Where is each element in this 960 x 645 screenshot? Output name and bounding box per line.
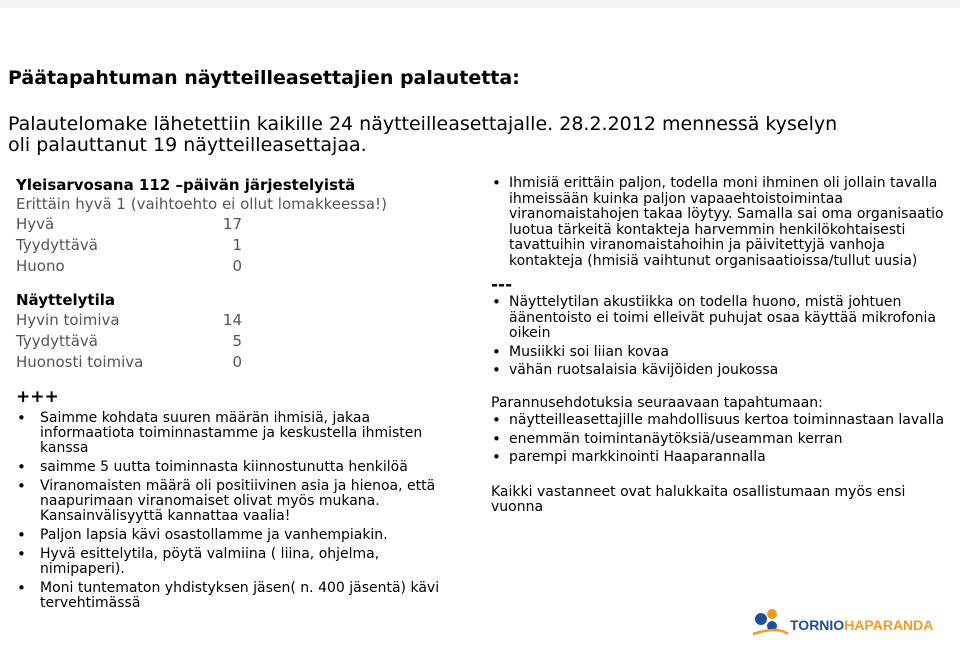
stat-label: Huonosti toimiva (16, 353, 144, 371)
suggestions-heading: Parannusehdotuksia seuraavaan tapahtumaan: (491, 394, 823, 411)
overall-stats (16, 214, 456, 277)
stat-label: Hyvä (16, 215, 55, 233)
list-item: • enemmän toimintanäytöksiä/useamman kerran (491, 432, 951, 448)
right-column (491, 176, 951, 516)
logo-text-haparanda: HAPARANDA (844, 617, 934, 633)
top-strip (0, 0, 960, 8)
closing-text: Kaikki vastanneet ovat halukkaita osallistumaan myös ensi vuonna (491, 483, 906, 515)
stat-value: 14 (222, 311, 242, 329)
list-item: • Hyvä esittelytila, pöytä valmiina ( liina, ohjelma, nimipaperi). (16, 547, 456, 577)
list-item: • parempi markkinointi Haaparannalla (491, 450, 951, 466)
stat-value: 1 (232, 236, 242, 254)
stat-row (16, 256, 456, 277)
list-item: • Moni tuntematon yhdistyksen jäsen( n. 400 jäsentä) kävi tervehtimässä (16, 581, 456, 611)
stat-row (16, 235, 456, 256)
list-item: • Paljon lapsia kävi osastollamme ja vanhempiakin. (16, 528, 456, 543)
venue-stats (16, 310, 456, 373)
stat-row (16, 214, 456, 235)
list-item: • Musiikki soi liian kovaa (491, 345, 951, 361)
list-item: • Viranomaisten määrä oli positiivinen asia ja hienoa, että naapurimaan viranomaiset olivat myös mukana. Kansainvälisyyttä kannattaa vaalia! (16, 479, 456, 524)
logo-text-tornio: TORNIO (790, 617, 845, 633)
stat-value: 17 (222, 215, 242, 233)
logo-circle-icon (755, 613, 767, 625)
right-first-list (491, 176, 951, 269)
overall-note: Erittäin hyvä 1 (vaihtoehto ei ollut lomakkeessa!) (16, 195, 387, 213)
logo-circle-icon (767, 609, 777, 619)
stat-row (16, 310, 456, 331)
stat-value: 0 (232, 257, 242, 275)
stat-label: Hyvin toimiva (16, 311, 120, 329)
venue-heading: Näyttelytila (16, 291, 116, 309)
stat-value: 0 (232, 353, 242, 371)
left-column (16, 176, 456, 615)
page-title: Päätapahtuman näytteilleasettajien palautetta: (8, 67, 520, 89)
positive-heading: +++ (16, 387, 59, 407)
list-item: • Saimme kohdata suuren määrän ihmisiä, jakaa informaatiota toiminnastamme ja keskustella ihmisten kanssa (16, 411, 456, 456)
intro-text: Palautelomake lähetettiin kaikille 24 näytteilleasettajalle. 28.2.2012 mennessä kyselyn oli palauttanut 19 näytteilleasettajaa. (8, 113, 838, 156)
stat-row (16, 331, 456, 352)
list-item: • Näyttelytilan akustiikka on todella huono, mistä johtuen äänentoisto ei toimi elleivät puhujat osaa käyttää mikrofonia oikein (491, 295, 951, 342)
stat-label: Huono (16, 257, 65, 275)
list-item: • näytteilleasettajille mahdollisuus kertoa toiminnastaan lavalla (491, 413, 951, 429)
svg-text:TORNIOHAPARANDA (790, 617, 933, 633)
logo-swoosh-icon (753, 630, 788, 634)
stat-value: 5 (232, 332, 242, 350)
stat-label: Tyydyttävä (16, 332, 99, 350)
list-item: • Ihmisiä erittäin paljon, todella moni ihminen oli jollain tavalla ihmeissään kuinka paljon vapaaehtoistoimintaa viranomaistahojen takaa löytyy. Samalla sai oma organisaatio luotua tärkeitä kontakteja harvemmin henkilökohtaisesti tavattuihin viranomaistahoihin ja päivitettyjä vanhoja kontakteja (hmisiä vaihtunut organisaatioissa/tullut uusia) (491, 176, 951, 269)
stat-row (16, 352, 456, 373)
stat-label: Tyydyttävä (16, 236, 99, 254)
overall-heading: Yleisarvosana 112 –päivän järjestelyistä (16, 176, 356, 194)
positive-list (16, 411, 456, 611)
negative-heading: --- (491, 275, 513, 295)
negative-list (491, 295, 951, 379)
tornio-haparanda-logo (748, 604, 958, 640)
list-item: • vähän ruotsalaisia kävijöiden joukossa (491, 363, 951, 379)
list-item: • saimme 5 uutta toiminnasta kiinnostunutta henkilöä (16, 460, 456, 475)
suggestions-list (491, 413, 951, 466)
